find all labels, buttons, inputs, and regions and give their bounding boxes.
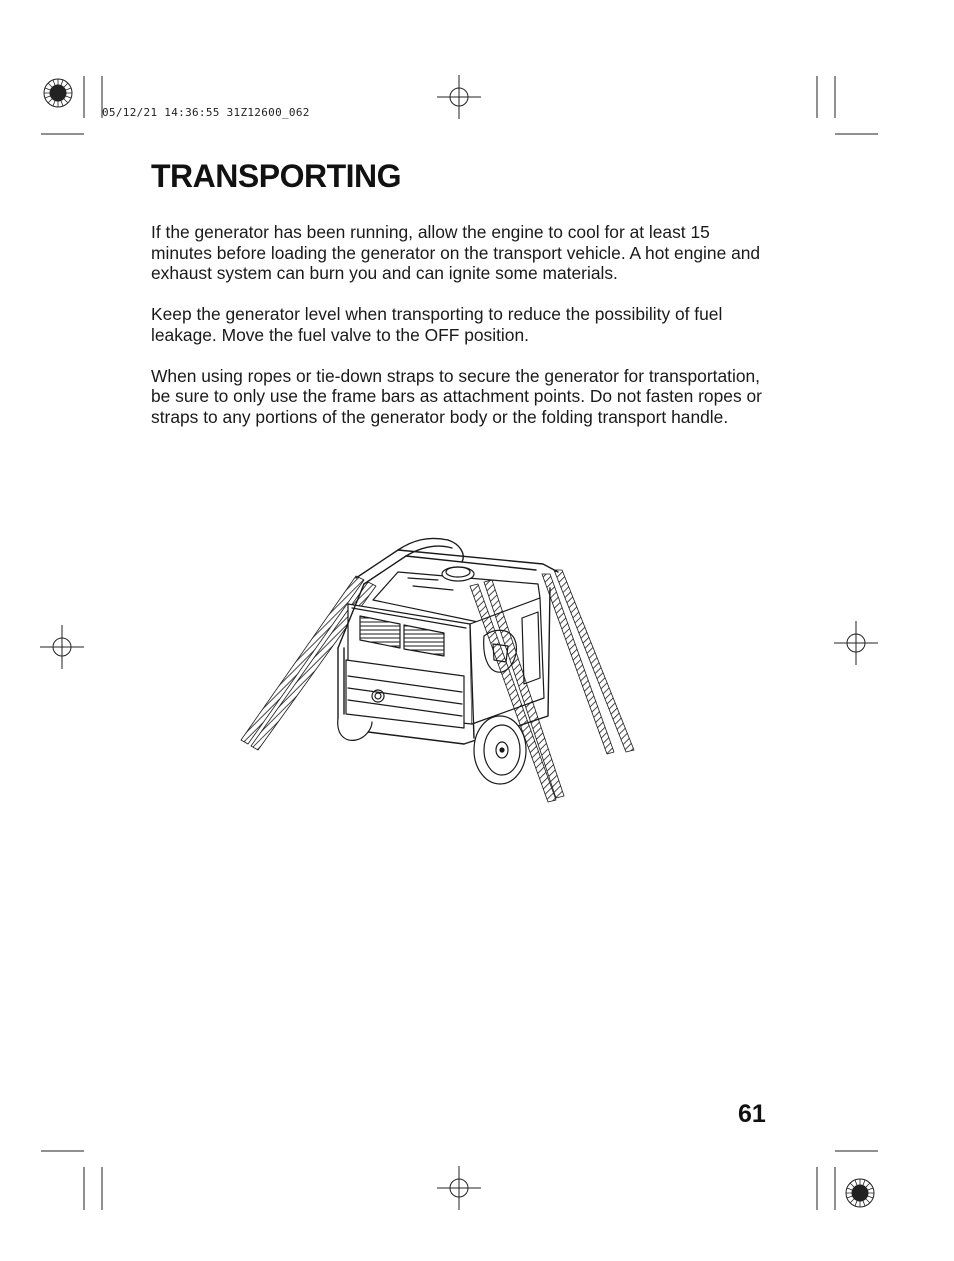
registration-target-bottom-right xyxy=(846,1179,874,1207)
wheel-right xyxy=(474,716,526,784)
registration-target-top-left xyxy=(44,79,72,107)
body-text xyxy=(151,222,771,448)
rope-right-rear xyxy=(542,570,634,754)
center-target-bottom xyxy=(437,1166,481,1210)
page-title: TRANSPORTING xyxy=(151,158,401,194)
paragraph-cooling: If the generator has been running, allow the engine to cool for at least 15 minutes before loading the generator on the transport vehicle. A hot engine and exhaust system can burn you and can ignite some materials. xyxy=(151,222,761,283)
crop-mark-bottom-left xyxy=(41,1151,102,1210)
paragraph-level: Keep the generator level when transporting to reduce the possibility of fuel leakage. Move the fuel valve to the OFF position. xyxy=(151,304,723,345)
generator-tied-down-illustration xyxy=(238,528,638,808)
page-number: 61 xyxy=(738,1100,766,1128)
center-target-top xyxy=(437,75,481,119)
crop-mark-top-right xyxy=(817,76,878,134)
print-info-stamp: 05/12/21 14:36:55 31Z12600_062 xyxy=(102,106,310,119)
center-target-left xyxy=(40,625,84,669)
center-target-right xyxy=(834,621,878,665)
wheel-left xyxy=(338,718,372,740)
paragraph-tie-down: When using ropes or tie-down straps to secure the generator for transportation, be sure to only use the frame bars as attachment points. Do not fasten ropes or straps to any portions of the generator body or the folding transport handle. xyxy=(151,365,762,427)
